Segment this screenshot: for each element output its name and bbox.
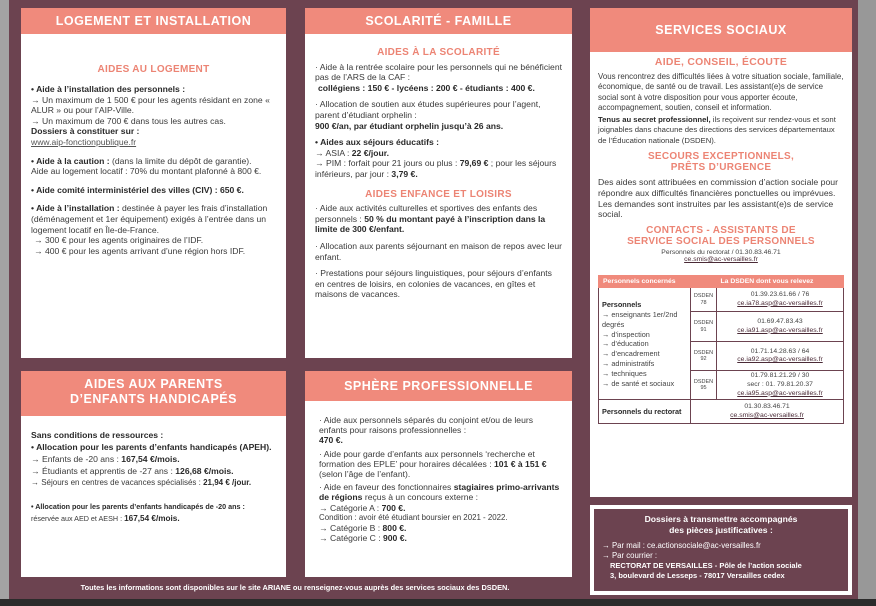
dsden-secretariat: secr : 01. 79.81.20.37: [747, 380, 813, 388]
caution-item: [31, 156, 276, 167]
dsden-label: [691, 288, 717, 312]
services-intro: Vous rencontrez des difficultés liées à votre situation sociale, familiale, économique, de santé ou de travail. Les assistant(e)s de service social sont à votre disposition pour vous apporter écoute, accompagnement, soutien, conseil et information.: [598, 72, 844, 112]
dossiers-label: Dossiers à constituer sur :: [31, 126, 140, 137]
pim-value2: 3,79 €.: [391, 168, 418, 179]
cat-a-line: [319, 503, 562, 513]
dsden-email-link[interactable]: ce.ia92.asp@ac-versailles.fr: [737, 356, 823, 364]
apeh-line1-value: 167,54 €/mois.: [121, 454, 180, 464]
personnel-item: → techniques: [602, 368, 647, 378]
stagiaires-text1: · Aide en faveur des fonctionnaires: [319, 482, 454, 493]
address-line1: RECTORAT DE VERSAILLES - Pôle de l’action sociale: [610, 561, 802, 570]
cat-c-line: [319, 533, 562, 543]
pim-value1: 79,69 €: [459, 158, 489, 169]
subheading-enfance-loisirs: AIDES ENFANCE ET LOISIRS: [365, 188, 512, 200]
dsden-email-link[interactable]: ce.ia95.asp@ac-versailles.fr: [737, 389, 823, 397]
cat-a-text: → Catégorie A :: [319, 502, 382, 513]
secret-bold: Tenus au secret professionnel,: [598, 115, 711, 125]
garde-text1: · Aide pour garde d’enfants aux personnels ‘recherche et formation des EPLE’ pour horaires décalées :: [319, 448, 535, 469]
dsden-phone: 01.71.14.28.63 / 64: [750, 347, 810, 355]
dsden-contact: [717, 371, 844, 400]
bottom-bar: [0, 599, 876, 606]
card-scolarite-title: SCOLARITÉ - FAMILLE: [305, 8, 572, 34]
dsden-contact: [717, 288, 844, 312]
alloc20-value: 167,54 €/mois.: [124, 514, 180, 523]
pim-text2: ; pour les séjours inférieurs, par jour :: [315, 158, 557, 179]
activites-text: · Aide aux activités culturelles et sportives des enfants des personnels :: [315, 203, 538, 224]
card-professionnelle: [305, 371, 572, 577]
card-professionnelle-title: SPHÈRE PROFESSIONNELLE: [305, 371, 572, 401]
pim-line: [315, 158, 562, 179]
rentree-text: · Aide à la rentrée scolaire pour les personnels qui ne bénéficient pas de l’ARS de la CAF :: [315, 61, 562, 83]
dsden-email-link[interactable]: ce.ia91.asp@ac-versailles.fr: [737, 326, 823, 334]
dsden-number: 91: [700, 326, 707, 333]
dsden-number: 78: [700, 299, 707, 306]
dsden-label: [691, 371, 717, 400]
rectorat-phone: Personnels du rectorat / 01.30.83.46.71: [661, 249, 781, 257]
sejours-label: • Aides aux séjours éducatifs :: [315, 137, 439, 148]
civ-text: • Aide comité interministériel des villes (CIV) : 650 €.: [31, 184, 244, 195]
secours-line2: PRÊTS D’URGENCE: [670, 162, 772, 174]
install2-label: • Aide à l’installation :: [31, 203, 120, 214]
dsden-phone: 01.79.81.21.29 / 30: [750, 372, 810, 380]
dsden-label: [691, 312, 717, 342]
dsden-label-text: DSDEN: [693, 378, 714, 385]
transmit-title: [602, 514, 840, 536]
cat-a-value: 700 €.: [381, 502, 406, 513]
separes-text: · Aide aux personnels séparés du conjoint et/ou de leurs enfants pour raisons professionnelles :: [319, 415, 534, 436]
personnel-item: → administratifs: [602, 359, 655, 369]
dsden-contact: [717, 312, 844, 342]
activites-line: [315, 203, 562, 235]
right-gutter: [858, 0, 876, 606]
stagiaires-line: [319, 482, 562, 502]
dsden-email-link[interactable]: ce.ia78.asp@ac-versailles.fr: [737, 299, 823, 307]
transmit-mail[interactable]: → Par mail : ce.actionsociale@ac-versailles.fr: [602, 541, 761, 550]
contacts-line1: CONTACTS - ASSISTANTS DE: [646, 225, 796, 237]
personnels-title: Personnels: [602, 300, 642, 310]
dsden-number: 92: [700, 356, 707, 363]
transmit-courrier: → Par courrier :: [602, 551, 658, 560]
garde-text2: (selon l’âge de l’enfant).: [319, 469, 411, 480]
handicap-title-line1: AIDES AUX PARENTS: [84, 377, 223, 391]
personnel-item: → d’encadrement: [602, 349, 660, 359]
stagiaires-bold: stagiaires primo-arrivants de régions: [319, 482, 560, 503]
rectorat-table-phone: 01.30.83.46.71: [744, 403, 790, 411]
contacts-line2: SERVICE SOCIAL DES PERSONNELS: [627, 236, 815, 248]
dsden-label-text: DSDEN: [693, 349, 714, 356]
separes-value: 470 €.: [319, 435, 343, 446]
apeh-label: • Allocation pour les parents d’enfants handicapés (APEH).: [31, 442, 272, 452]
install2-line1: → 300 € pour les agents originaires de l’IDF.: [34, 235, 204, 246]
personnel-item: → d’éducation: [602, 339, 649, 349]
asia-value: 22 €/jour.: [351, 147, 390, 158]
subheading-aides-logement: AIDES AU LOGEMENT: [97, 64, 210, 75]
repos-text: · Allocation aux parents séjournant en maison de repos avec leur enfant.: [315, 240, 562, 262]
personnel-item: → enseignants 1er/2nd degrés: [602, 310, 678, 329]
subheading-aides-scolarite: AIDES À LA SCOLARITÉ: [377, 47, 500, 58]
pim-text1: → PIM : forfait pour 21 jours ou plus :: [315, 158, 460, 169]
asia-line: [315, 148, 562, 159]
install2-line2: → 400 € pour les agents arrivant d’une région hors IDF.: [34, 245, 246, 256]
dsden-phone: 01.39.23.61.66 / 76: [750, 291, 810, 299]
card-logement: [21, 8, 286, 358]
secours-line1: SECOURS EXCEPTIONNELS,: [647, 151, 795, 163]
locatif-text: Aide au logement locatif : 70% du montant plafonné à 800 €.: [31, 166, 262, 177]
cat-b-line: [319, 523, 562, 533]
install2-item: [31, 203, 276, 235]
personnel-item: → d’inspection: [602, 329, 650, 339]
alloc20-text: réservée aux AED et AESH :: [31, 514, 125, 523]
apeh-line3-text: → Séjours en centres de vacances spécialisés :: [31, 478, 204, 487]
footer-note: Toutes les informations sont disponibles sur le site ARIANE ou renseignez-vous auprès des services sociaux des DSDEN.: [80, 583, 510, 592]
address-line2: 3, boulevard de Lesseps - 78017 Versailles cedex: [610, 571, 785, 580]
dsden-label: [691, 342, 717, 371]
apeh-line3: [31, 477, 276, 489]
secret-line: [598, 115, 844, 146]
dsden-table: [598, 275, 844, 424]
dsden-contact: [717, 342, 844, 371]
alloc20-label: • Allocation pour les parents d’enfants handicapés de -20 ans :: [31, 502, 245, 511]
caution-label: • Aide à la caution :: [31, 155, 110, 166]
header-dsden: La DSDEN dont vous relevez: [691, 276, 844, 288]
activites-value: 50 % du montant payé à l’inscription dans la limite de 300 €/enfant.: [315, 213, 546, 235]
secret-text: ils reçoivent sur rendez-vous et sont joignables dans chacune des directions des services départementaux de l’Éducation nationale (DSDEN).: [598, 115, 836, 145]
handicap-intro: Sans conditions de ressources :: [31, 430, 164, 440]
asia-text: → ASIA :: [315, 147, 352, 158]
card-logement-title: LOGEMENT ET INSTALLATION: [21, 8, 286, 34]
stagiaires-text2: reçus à un concours externe :: [362, 492, 479, 503]
prestations-text: · Prestations pour séjours linguistiques, pour séjours d’enfants en centres de loisirs, en colonies de vacances, en gîtes et maisons de vacances.: [315, 268, 552, 300]
card-services: [590, 8, 852, 497]
card-handicap: [21, 371, 286, 577]
caution-text: (dans la limite du dépôt de garantie).: [109, 155, 252, 166]
installation-label: • Aide à l’installation des personnels :: [31, 84, 186, 94]
dsden-phone: 01.69.47.83.43: [757, 318, 803, 326]
dsden-label-text: DSDEN: [693, 320, 714, 327]
installation-line2: → Un maximum de 700 € dans tous les autres cas.: [31, 115, 226, 126]
rectorat-table-email-link[interactable]: ce.smis@ac-versailles.fr: [730, 411, 804, 419]
transmit-address: [602, 561, 840, 581]
transmit-title-line1: Dossiers à transmettre accompagnés: [644, 514, 798, 524]
personnel-item: → de santé et sociaux: [602, 378, 675, 388]
transmit-box: [590, 505, 852, 595]
card-handicap-title: [21, 371, 286, 416]
dsden-label-text: DSDEN: [693, 293, 714, 300]
aip-link[interactable]: www.aip-fonctionpublique.fr: [31, 136, 137, 147]
apeh-line1: [31, 453, 276, 465]
table-row: [599, 288, 844, 312]
header-personnels: Personnels concernés: [599, 276, 691, 288]
apeh-line3-value: 21,94 € /jour.: [203, 478, 252, 487]
cat-c-text: → Catégorie C :: [319, 533, 383, 544]
table-row-rectorat: [599, 400, 844, 424]
card-scolarite: [305, 8, 572, 358]
personnels-cell: [599, 288, 691, 400]
cat-b-value: 800 €.: [382, 523, 407, 534]
rectorat-contact: [691, 400, 844, 424]
apeh-line1-text: → Enfants de -20 ans :: [31, 454, 122, 464]
subheading-secours: [598, 151, 844, 173]
soutien-text: · Allocation de soutien aux études supérieures pour l’agent, parent d’étudiant orphelin :: [315, 99, 541, 120]
rectorat-email-link[interactable]: ce.smis@ac-versailles.fr: [684, 256, 758, 264]
condition-text: Condition : avoir été étudiant boursier en 2021 - 2022.: [319, 512, 508, 522]
secours-text: Des aides sont attribuées en commission d’action sociale pour répondre aux difficultés financières ponctuelles ou imprévues. Les demandes sont instruites par les assistant(e)s de service social.: [598, 177, 838, 220]
subheading-aide-conseil: AIDE, CONSEIL, ÉCOUTE: [654, 57, 788, 68]
garde-value: 101 € à 151 €: [494, 458, 547, 469]
install2-text: destinée à payer les frais d’installation (déménagement et 1er équipement) exigés à l’entrée dans un logement locatif en Île-de-France.: [31, 203, 268, 235]
garde-line: [319, 449, 562, 480]
soutien-value: 900 €/an, par étudiant orphelin jusqu’à 26 ans.: [315, 120, 504, 131]
cat-c-value: 900 €.: [383, 533, 407, 544]
alloc20-line: [31, 513, 276, 525]
rectorat-label: Personnels du rectorat: [599, 400, 691, 424]
dsden-number: 95: [700, 385, 707, 392]
apeh-line2-value: 126,68 €/mois.: [175, 466, 234, 476]
subheading-contacts: [598, 225, 844, 247]
handicap-title-line2: D’ENFANTS HANDICAPÉS: [70, 392, 237, 406]
table-header: [599, 276, 844, 288]
transmit-title-line2: des pièces justificatives :: [669, 525, 773, 535]
apeh-line2: [31, 465, 276, 477]
left-gutter: [0, 0, 9, 606]
cat-b-text: → Catégorie B :: [319, 523, 383, 534]
apeh-line2-text: → Étudiants et apprentis de -27 ans :: [31, 466, 176, 476]
card-services-title: SERVICES SOCIAUX: [590, 8, 852, 52]
rentree-values: collégiens : 150 € - lycéens : 200 € - étudiants : 400 €.: [318, 82, 535, 93]
installation-line1: → Un maximum de 1 500 € pour les agents résidant en zone « ALUR » ou pour l’AIP-Ville.: [31, 94, 270, 116]
